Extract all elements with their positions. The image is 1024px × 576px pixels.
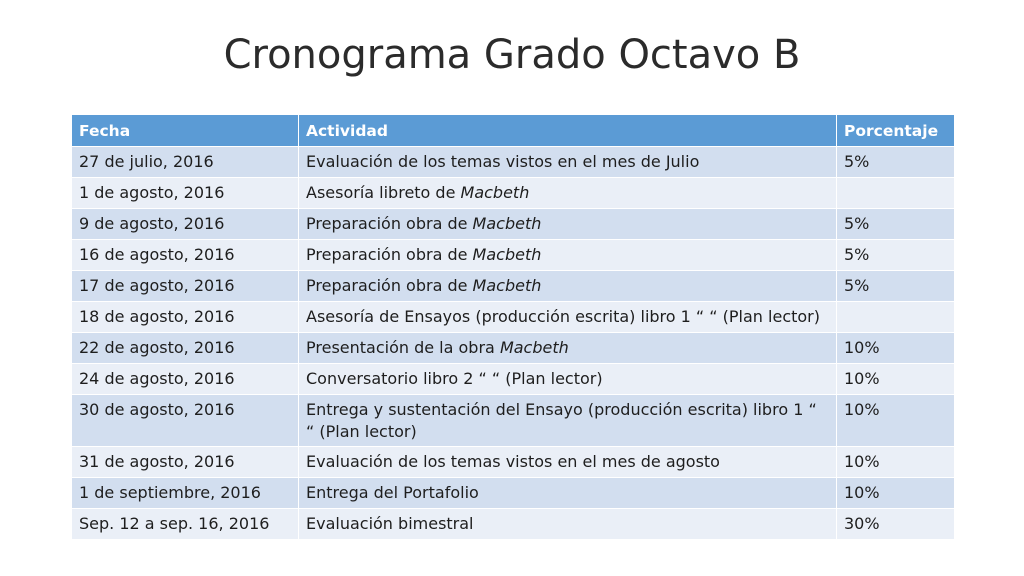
cell-porcentaje: 10% [837,478,955,509]
actividad-text: Preparación obra de [306,245,473,264]
cell-actividad [299,302,837,333]
header-fecha: Fecha [72,115,299,147]
actividad-text: Evaluación de los temas vistos en el mes de Julio [306,152,700,171]
table-row [72,209,955,240]
actividad-title-italic: Macbeth [472,214,542,233]
actividad-text: Evaluación de los temas vistos en el mes de agosto [306,452,720,471]
cell-actividad [299,509,837,540]
table-row [72,178,955,209]
cell-porcentaje: 5% [837,271,955,302]
actividad-title-italic: Macbeth [472,276,542,295]
cell-actividad [299,333,837,364]
actividad-text: Presentación de la obra [306,338,500,357]
cell-porcentaje: 10% [837,364,955,395]
cell-fecha: 1 de septiembre, 2016 [72,478,299,509]
cell-actividad [299,364,837,395]
table-header-row [72,115,955,147]
slide-title: Cronograma Grado Octavo B [223,32,801,78]
table-row [72,240,955,271]
cell-actividad [299,178,837,209]
actividad-title-italic: Macbeth [472,245,542,264]
actividad-text: Asesoría de Ensayos (producción escrita) libro 1 “ “ (Plan lector) [306,307,820,326]
table-row [72,147,955,178]
actividad-text: Evaluación bimestral [306,514,474,533]
cell-porcentaje: 5% [837,240,955,271]
cell-porcentaje: 5% [837,147,955,178]
cell-actividad [299,447,837,478]
cell-fecha: 24 de agosto, 2016 [72,364,299,395]
cell-porcentaje: 30% [837,509,955,540]
cell-fecha: 9 de agosto, 2016 [72,209,299,240]
header-actividad: Actividad [299,115,837,147]
cell-porcentaje: 10% [837,447,955,478]
table-row [72,302,955,333]
cell-fecha: 22 de agosto, 2016 [72,333,299,364]
cell-fecha: 18 de agosto, 2016 [72,302,299,333]
table-row [72,478,955,509]
cell-actividad [299,147,837,178]
actividad-text: Preparación obra de [306,214,473,233]
cell-fecha: 31 de agosto, 2016 [72,447,299,478]
table-body [72,147,955,540]
cell-fecha: 27 de julio, 2016 [72,147,299,178]
actividad-text: Entrega y sustentación del Ensayo (producción escrita) libro 1 “ “ (Plan lector) [306,400,817,441]
cell-fecha: 30 de agosto, 2016 [72,395,299,447]
cell-fecha: 1 de agosto, 2016 [72,178,299,209]
cell-fecha: 17 de agosto, 2016 [72,271,299,302]
cell-porcentaje: 10% [837,395,955,447]
cell-porcentaje [837,178,955,209]
actividad-title-italic: Macbeth [460,183,530,202]
header-porcentaje: Porcentaje [837,115,955,147]
table-row [72,271,955,302]
cell-porcentaje: 5% [837,209,955,240]
actividad-text: Asesoría libreto de [306,183,461,202]
schedule-table [71,114,955,540]
actividad-title-italic: Macbeth [499,338,569,357]
cell-actividad [299,395,837,447]
cell-actividad [299,240,837,271]
table-row [72,509,955,540]
actividad-text: Entrega del Portafolio [306,483,479,502]
table-row [72,447,955,478]
table-row [72,395,955,447]
cell-fecha: Sep. 12 a sep. 16, 2016 [72,509,299,540]
cell-actividad [299,271,837,302]
table-row [72,364,955,395]
cell-porcentaje [837,302,955,333]
cell-fecha: 16 de agosto, 2016 [72,240,299,271]
actividad-text: Conversatorio libro 2 “ “ (Plan lector) [306,369,603,388]
cell-actividad [299,209,837,240]
actividad-text: Preparación obra de [306,276,473,295]
cell-porcentaje: 10% [837,333,955,364]
cell-actividad [299,478,837,509]
table-row [72,333,955,364]
